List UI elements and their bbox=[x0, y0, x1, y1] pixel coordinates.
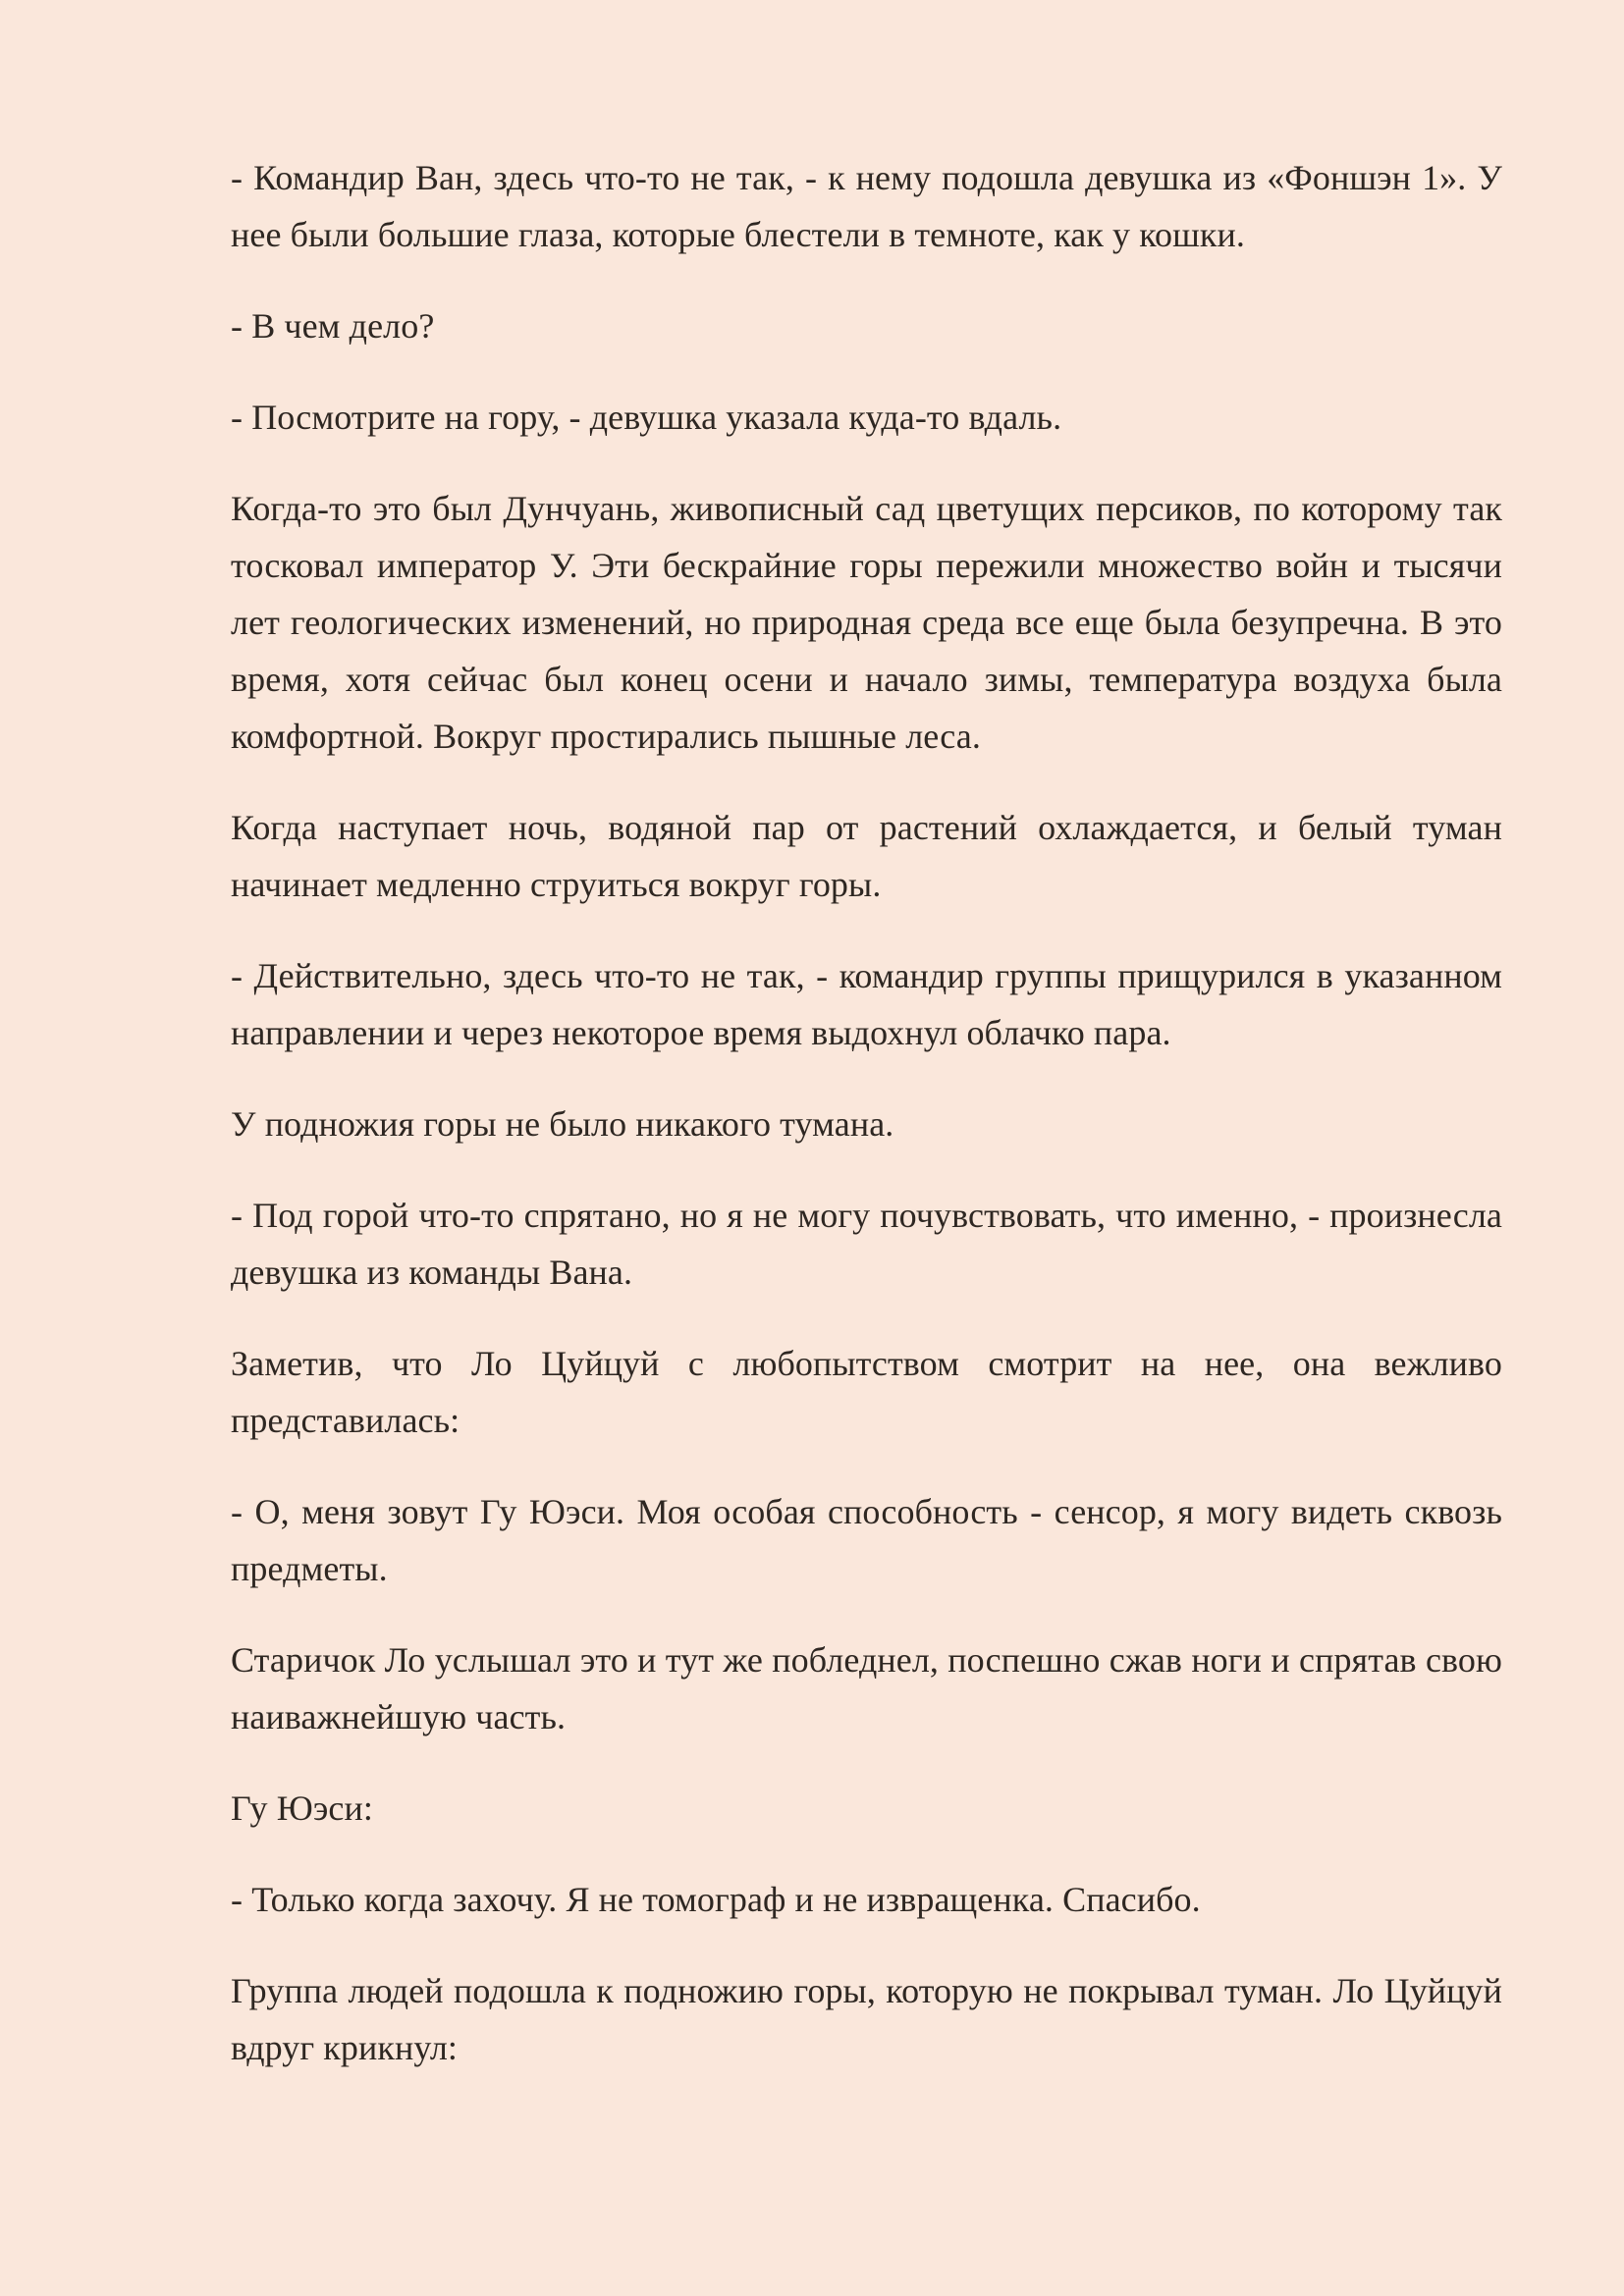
paragraph: - О, меня зовут Гу Юэси. Моя особая способность - сенсор, я могу видеть сквозь предметы. bbox=[231, 1492, 1502, 1588]
paragraph: - Действительно, здесь что-то не так, - командир группы прищурился в указанном направлении и через некоторое время выдохнул облачко пара. bbox=[231, 956, 1502, 1052]
paragraph: Группа людей подошла к подножию горы, которую не покрывал туман. Ло Цуйцуй вдруг крикнул: bbox=[231, 1971, 1502, 2067]
paragraph: Когда-то это был Дунчуань, живописный сад цветущих персиков, по которому так тосковал император У. Эти бескрайние горы пережили множество войн и тысячи лет геологических изменений, но природная среда все еще была безупречна. В это время, хотя сейчас был конец осени и начало зимы, температура воздуха была комфортной. Вокруг простирались пышные леса. bbox=[231, 489, 1502, 756]
paragraph: Когда наступает ночь, водяной пар от растений охлаждается, и белый туман начинает медленно струиться вокруг горы. bbox=[231, 808, 1502, 904]
paragraph: - Командир Ван, здесь что-то не так, - к нему подошла девушка из «Фоншэн 1». У нее были большие глаза, которые блестели в темноте, как у кошки. bbox=[231, 158, 1502, 254]
paragraph: - В чем дело? bbox=[231, 306, 435, 346]
paragraph: Гу Юэси: bbox=[231, 1789, 373, 1828]
paragraph: - Под горой что-то спрятано, но я не могу почувствовать, что именно, - произнесла девушка из команды Вана. bbox=[231, 1196, 1502, 1292]
page-text bbox=[231, 0, 1502, 2110]
paragraph: - Только когда захочу. Я не томограф и не извращенка. Спасибо. bbox=[231, 1880, 1201, 1919]
paragraph: - Посмотрите на гору, - девушка указала куда-то вдаль. bbox=[231, 398, 1062, 437]
paragraph: Старичок Ло услышал это и тут же побледнел, поспешно сжав ноги и спрятав свою наиважнейшую часть. bbox=[231, 1640, 1502, 1736]
paragraph: У подножия горы не было никакого тумана. bbox=[231, 1104, 894, 1144]
paragraph: Заметив, что Ло Цуйцуй с любопытством смотрит на нее, она вежливо представилась: bbox=[231, 1344, 1502, 1440]
